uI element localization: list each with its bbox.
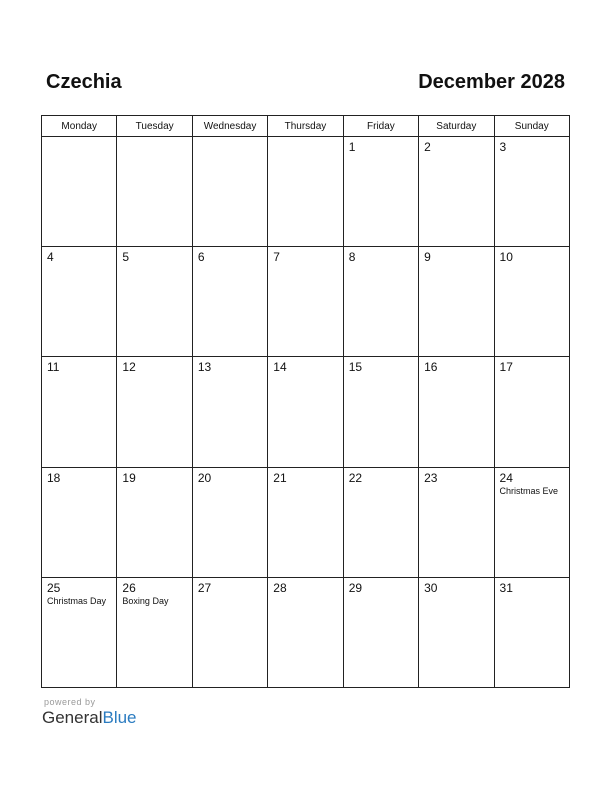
powered-by-text: powered by: [44, 697, 96, 707]
weekday-header: Sunday: [494, 116, 569, 137]
day-number: 21: [273, 470, 287, 485]
day-cell: [419, 467, 494, 577]
day-cell: [42, 357, 117, 467]
day-number: 23: [424, 470, 438, 485]
day-number: 17: [499, 360, 513, 375]
week-row: [42, 247, 570, 357]
day-number: 3: [499, 140, 507, 154]
calendar-grid: [41, 115, 570, 688]
day-number: 2: [424, 140, 431, 154]
day-cell: [494, 247, 569, 357]
day-cell: [268, 577, 343, 687]
day-number: 7: [273, 250, 280, 265]
day-number: 29: [348, 580, 363, 595]
day-cell: [343, 357, 418, 467]
day-number: 1: [348, 140, 356, 154]
country-title: Czechia: [46, 71, 122, 93]
week-row: [42, 467, 570, 577]
day-cell: [419, 577, 494, 687]
weekday-header-row: [42, 116, 570, 137]
holiday-label: Boxing Day: [122, 595, 169, 606]
holiday-label: Christmas Eve: [499, 485, 559, 496]
brand-logo[interactable]: [42, 708, 137, 728]
day-number: 31: [499, 580, 513, 595]
day-number: 18: [47, 470, 61, 485]
day-number: 11: [47, 360, 60, 375]
day-number: 9: [424, 250, 431, 265]
day-cell: [268, 137, 343, 247]
week-row: [42, 137, 570, 247]
day-number: 26: [122, 580, 136, 595]
weekday-header: Tuesday: [117, 116, 192, 137]
day-number: 13: [197, 360, 212, 375]
day-number: 20: [197, 470, 212, 485]
day-cell: [494, 467, 569, 577]
day-cell: [192, 467, 267, 577]
weekday-header: Friday: [343, 116, 418, 137]
weekday-header: Monday: [42, 116, 117, 137]
day-cell: [419, 357, 494, 467]
day-cell: [192, 137, 267, 247]
brand-blue-text: Blue: [102, 708, 137, 727]
day-cell: [117, 247, 192, 357]
day-cell: [268, 247, 343, 357]
weekday-header: Wednesday: [192, 116, 267, 137]
day-cell: [192, 577, 267, 687]
day-cell: [343, 467, 418, 577]
day-cell: [117, 577, 192, 687]
day-cell: [419, 247, 494, 357]
day-number: 4: [47, 250, 54, 265]
day-cell: [192, 247, 267, 357]
weekday-header: Saturday: [419, 116, 494, 137]
day-number: 10: [499, 250, 513, 265]
day-cell: [494, 577, 569, 687]
day-number: 5: [122, 250, 130, 265]
day-number: 19: [122, 470, 136, 485]
day-cell: [494, 137, 569, 247]
day-number: 28: [273, 580, 287, 595]
day-number: 22: [348, 470, 363, 485]
day-cell: [268, 467, 343, 577]
week-row: [42, 577, 570, 687]
day-cell: [343, 247, 418, 357]
weekday-header: Thursday: [268, 116, 343, 137]
day-number: 8: [348, 250, 356, 265]
day-number: 12: [122, 360, 136, 375]
holiday-label: Christmas Day: [47, 595, 107, 606]
day-number: 30: [424, 580, 438, 595]
day-cell: [117, 467, 192, 577]
day-number: 14: [273, 360, 287, 375]
day-cell: [42, 247, 117, 357]
day-cell: [117, 357, 192, 467]
day-number: 27: [197, 580, 212, 595]
day-cell: [419, 137, 494, 247]
day-number: 24: [499, 470, 513, 485]
day-cell: [343, 577, 418, 687]
week-row: [42, 357, 570, 467]
day-cell: [117, 137, 192, 247]
day-number: 6: [197, 250, 205, 265]
day-cell: [42, 577, 117, 687]
day-cell: [494, 357, 569, 467]
day-cell: [42, 137, 117, 247]
day-number: 15: [348, 360, 363, 375]
day-cell: [268, 357, 343, 467]
month-year-title: December 2028: [418, 71, 565, 93]
day-number: 16: [424, 360, 438, 375]
day-cell: [343, 137, 418, 247]
day-cell: [192, 357, 267, 467]
day-cell: [42, 467, 117, 577]
brand-general-text: General: [42, 708, 103, 727]
day-number: 25: [47, 580, 61, 595]
